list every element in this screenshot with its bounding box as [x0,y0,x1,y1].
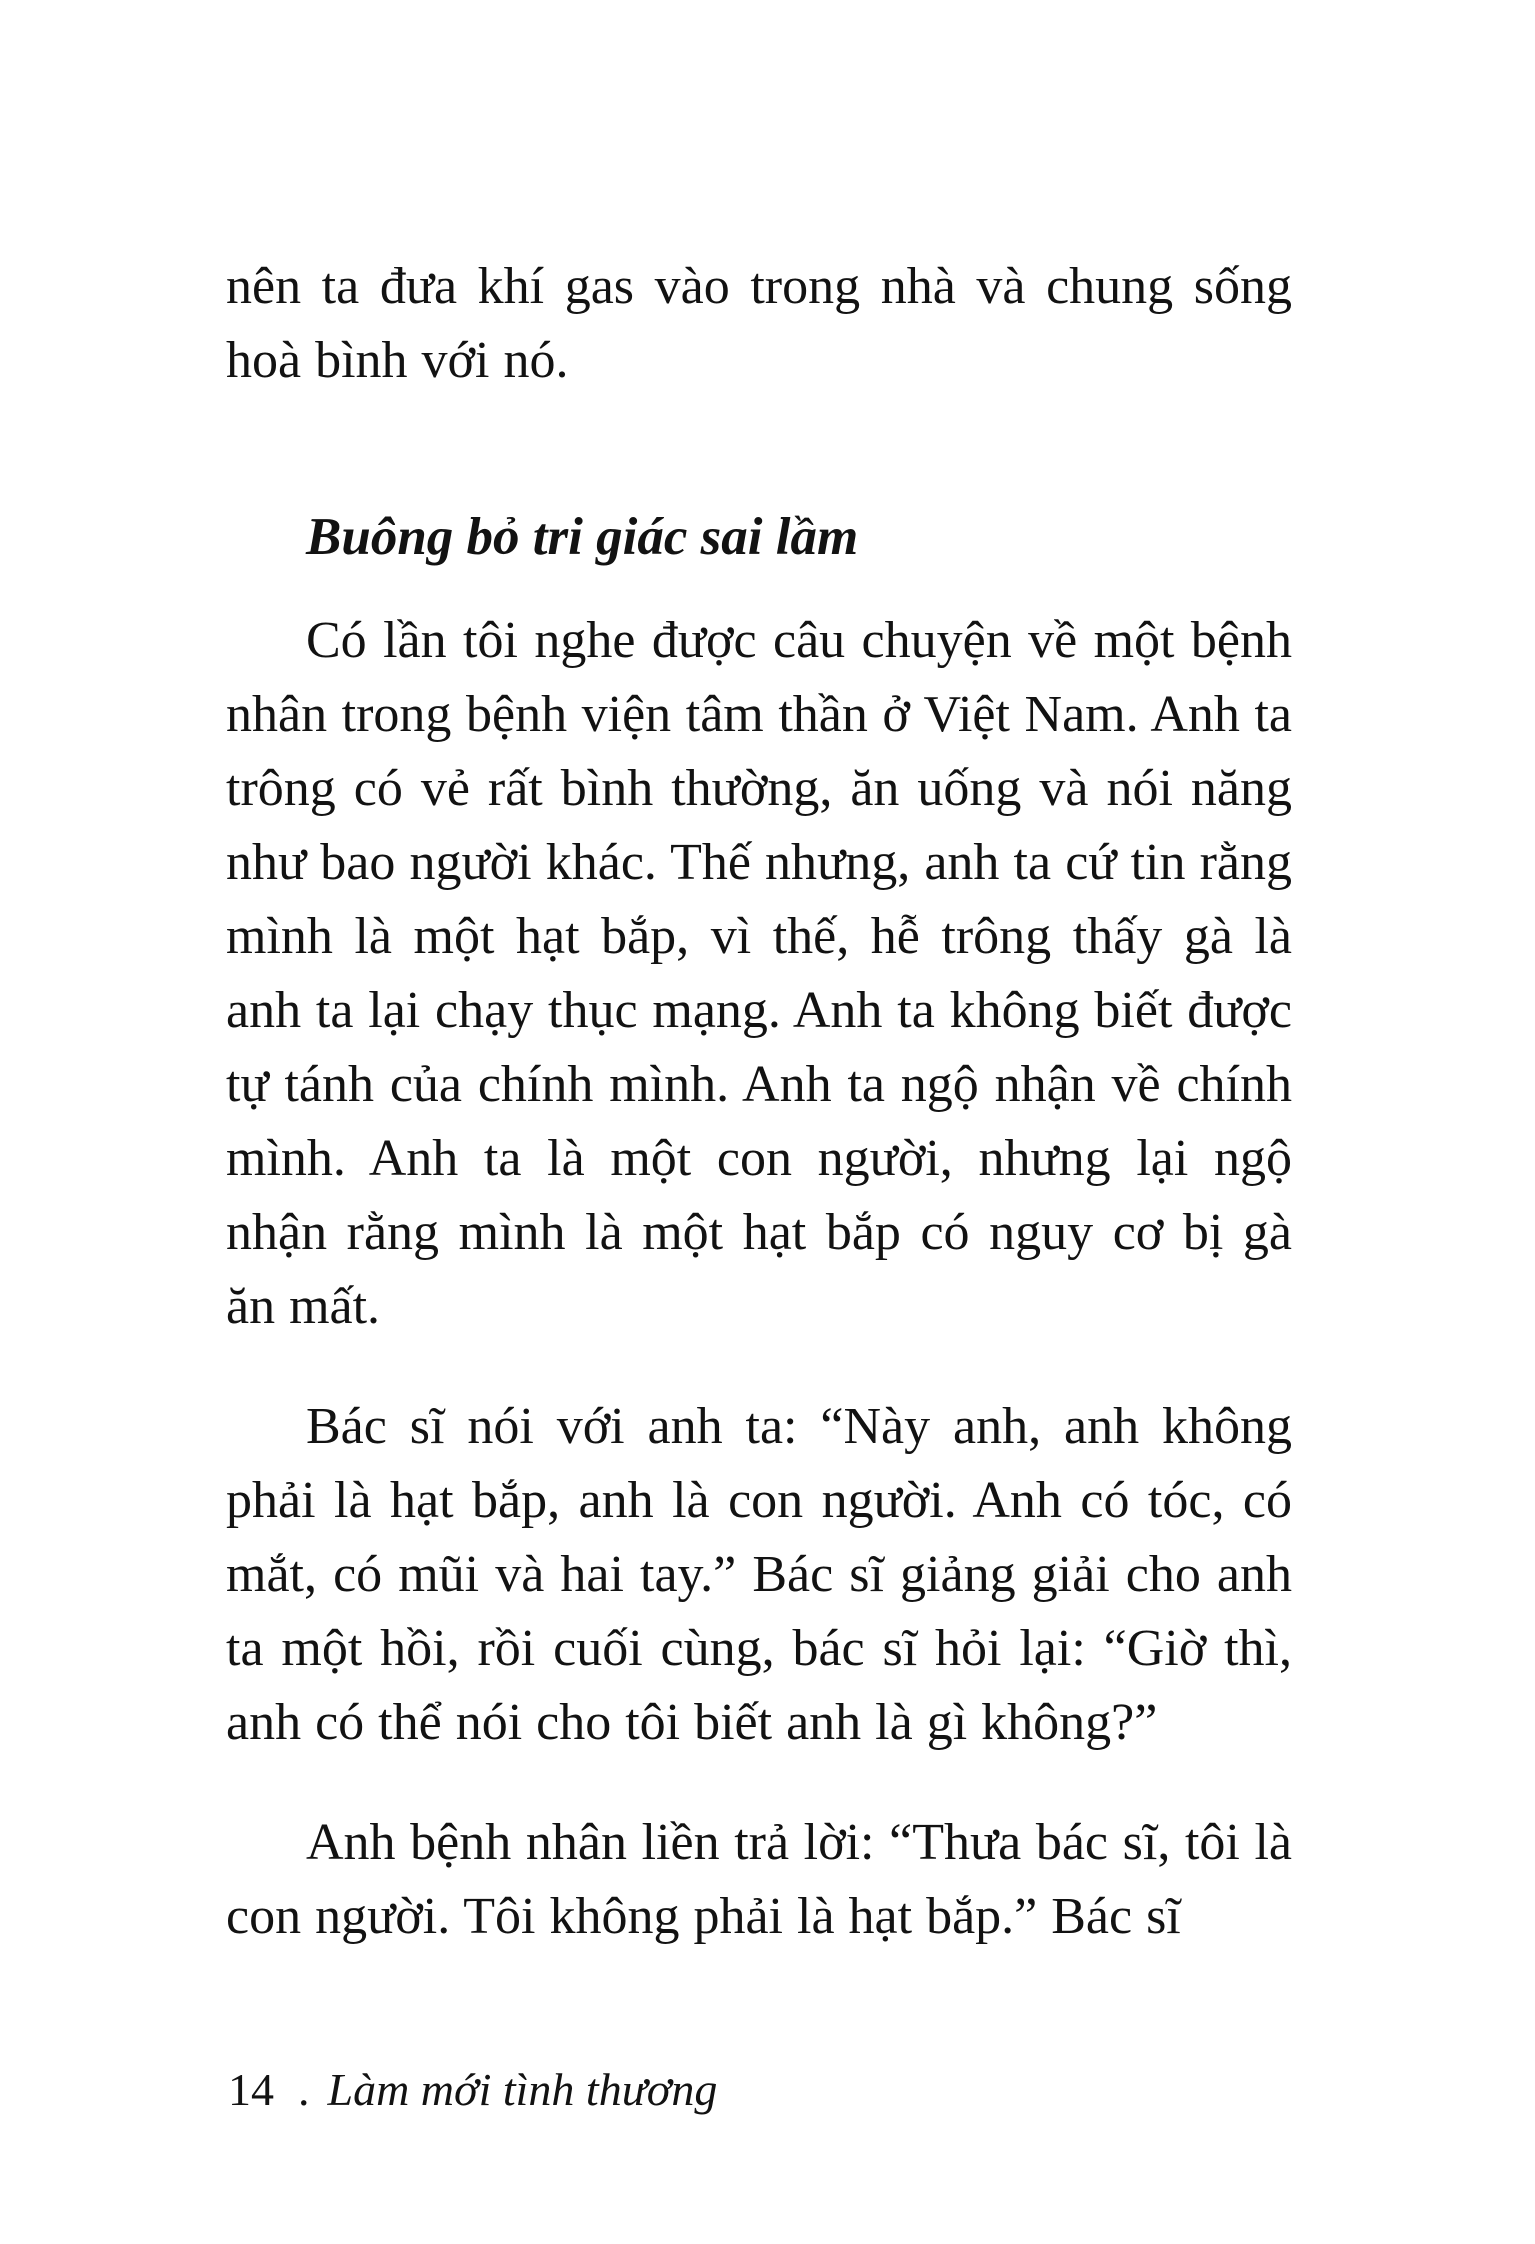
paragraph-patient-reply: Anh bệnh nhân liền trả lời: “Thưa bác sĩ, tôi là con người. Tôi không phải là hạt bắp.” Bác sĩ [226,1814,1292,1945]
page-footer [228,2062,717,2118]
section-heading: Buông bỏ tri giác sai lầm [306,508,859,566]
text-column [226,250,1292,1954]
continued-paragraph: nên ta đưa khí gas vào trong nhà và chung sống hoà bình với nó. [226,258,1292,389]
footer-separator: . [298,2064,310,2115]
page-number: 14 [228,2064,274,2115]
paragraph-doctor-dialogue: Bác sĩ nói với anh ta: “Này anh, anh không phải là hạt bắp, anh là con người. Anh có tóc, có mắt, có mũi và hai tay.” Bác sĩ giảng giải cho anh ta một hồi, rồi cuối cùng, bác sĩ hỏi lại: “Giờ thì, anh có thể nói cho tôi biết anh là gì không?” [226,1398,1292,1751]
running-title: Làm mới tình thương [327,2064,718,2115]
paragraph-story-intro: Có lần tôi nghe được câu chuyện về một bệnh nhân trong bệnh viện tâm thần ở Việt Nam. Anh ta trông có vẻ rất bình thường, ăn uống và nói năng như bao người khác. Thế nhưng, anh ta cứ tin rằng mình là một hạt bắp, vì thế, hễ trông thấy gà là anh ta lại chạy thục mạng. Anh ta không biết được tự tánh của chính mình. Anh ta ngộ nhận về chính mình. Anh ta là một con người, nhưng lại ngộ nhận rằng mình là một hạt bắp có nguy cơ bị gà ăn mất. [226,612,1292,1335]
